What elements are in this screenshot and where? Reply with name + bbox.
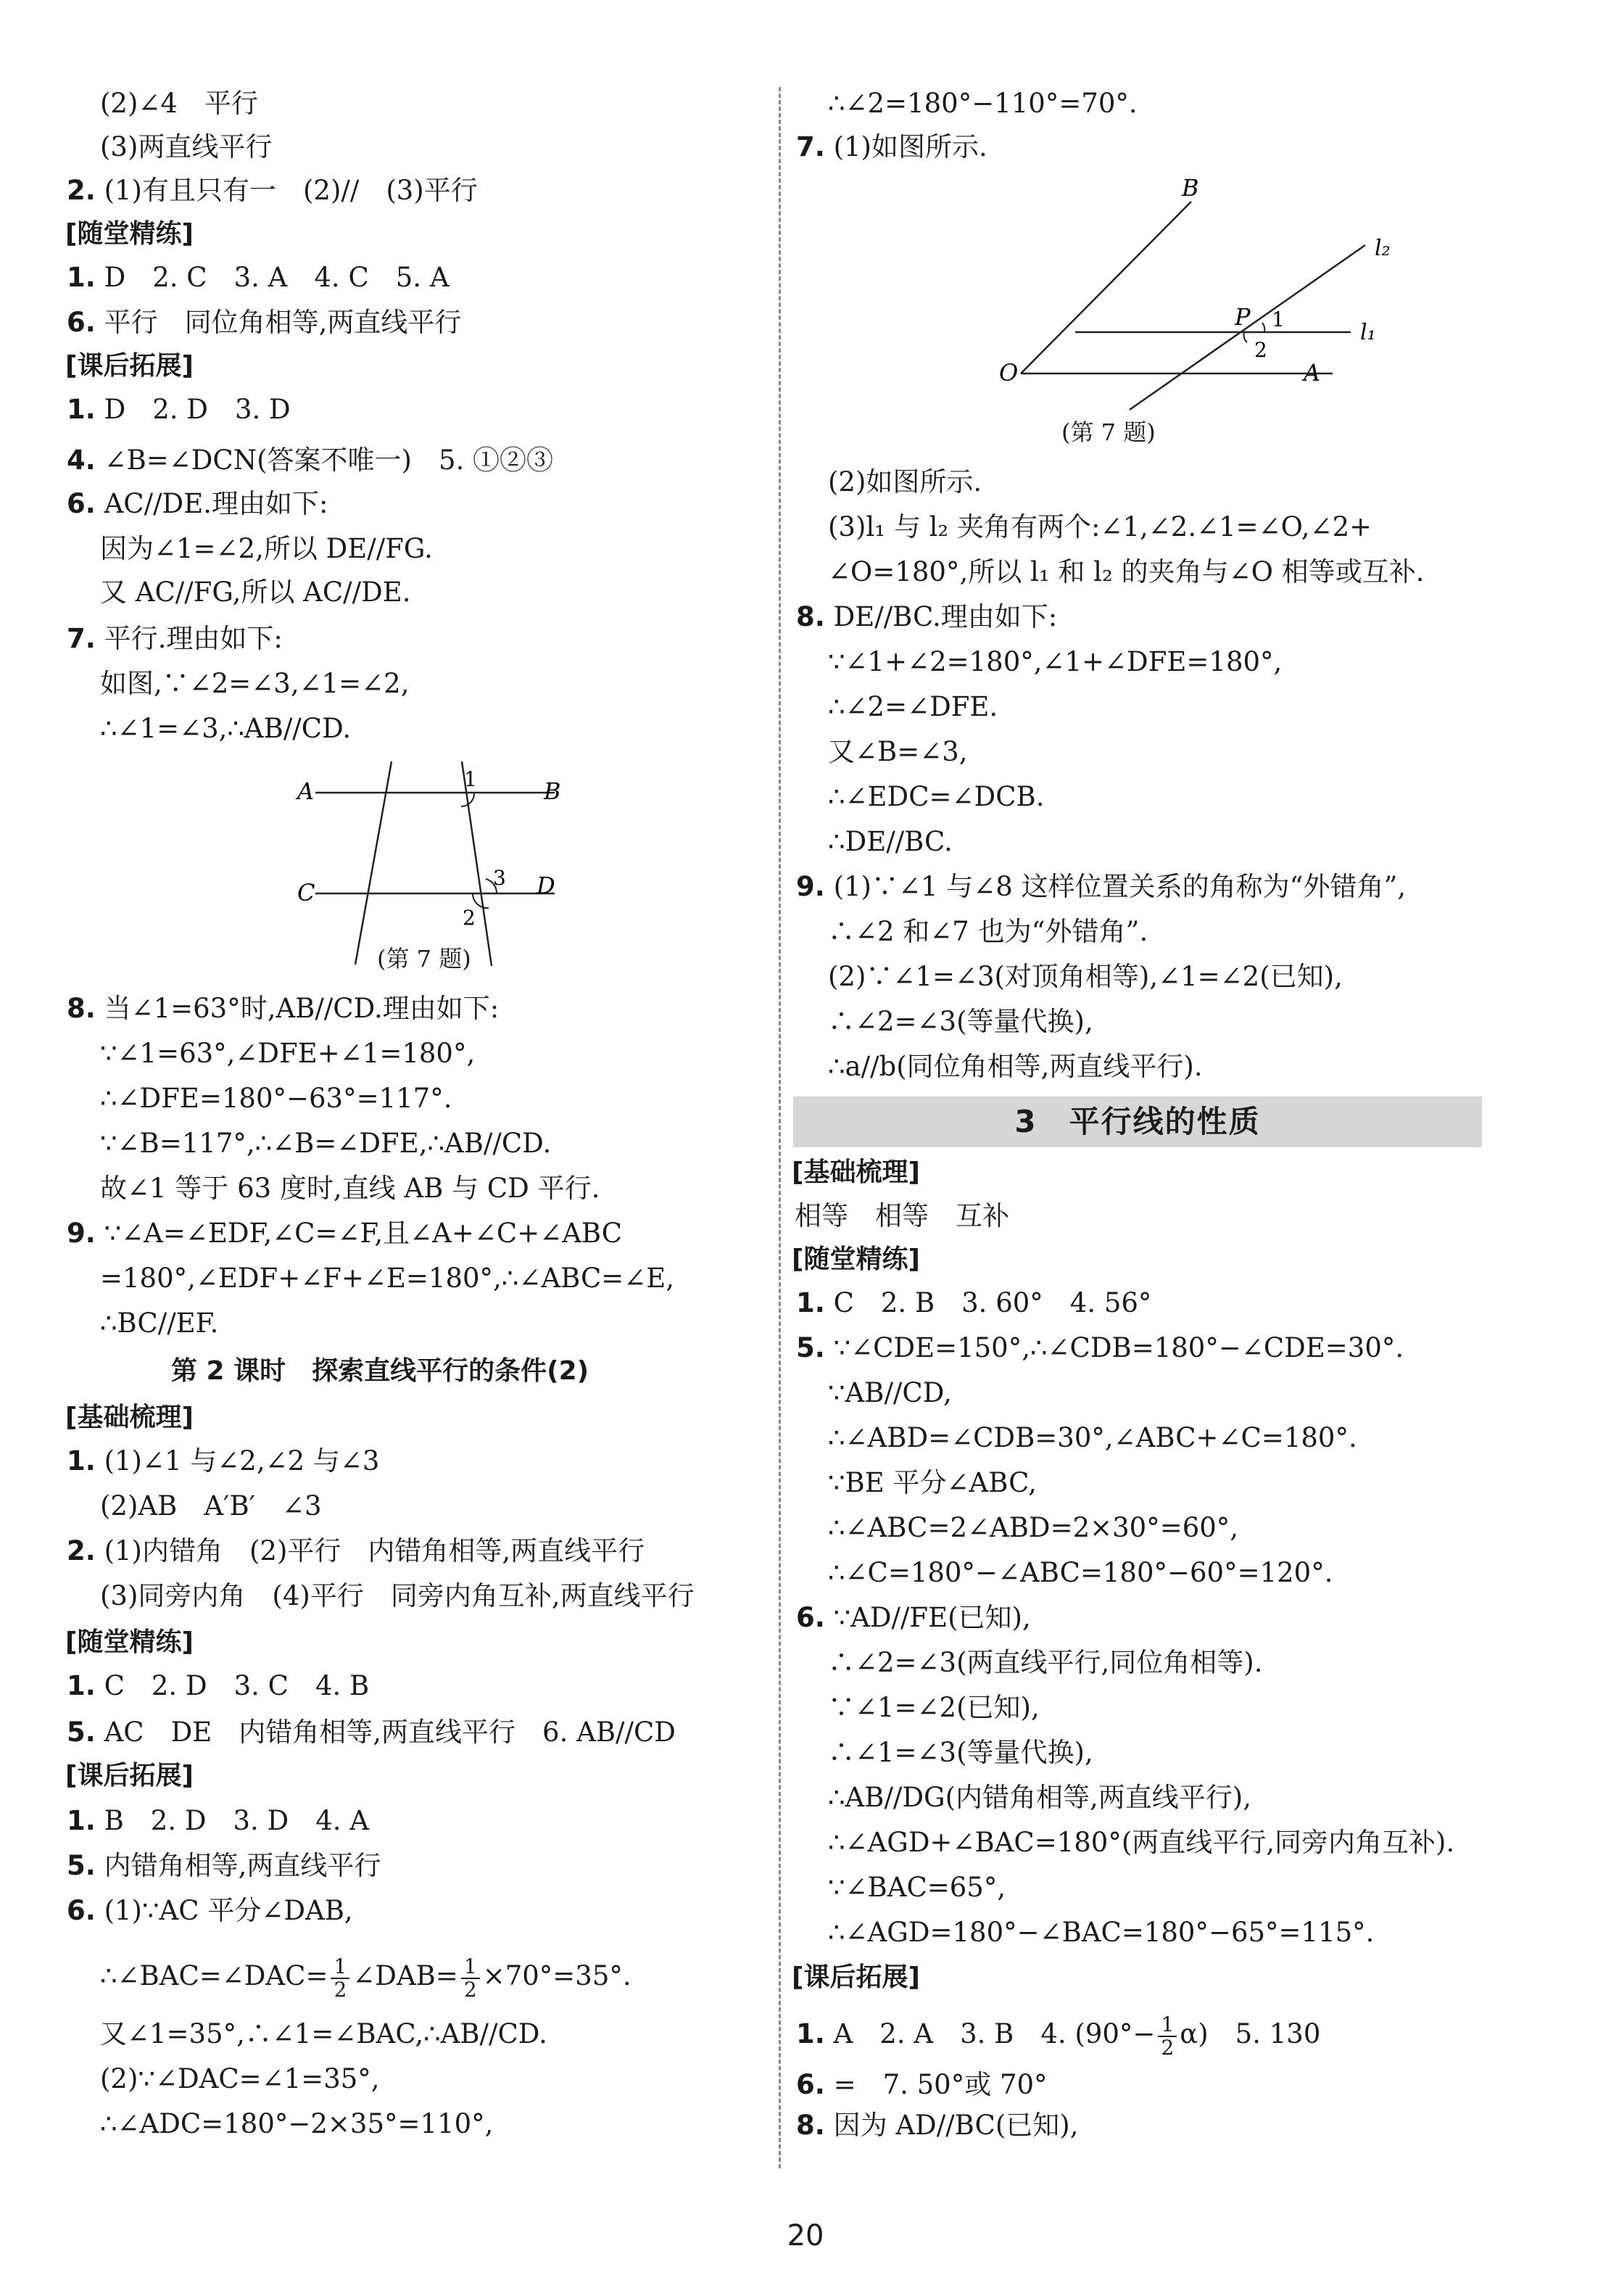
answer-text: (1)有且只有一 (2)// (3)平行 [95,175,478,206]
answer-line [67,991,499,1027]
item-number: 6. [796,2069,825,2100]
fraction-denominator: 2 [1161,2035,1175,2060]
angle-2-label: 2 [1254,338,1267,362]
answer-line [67,1533,645,1569]
label-d: D [537,872,555,899]
answer-line: ∴BC//EF. [100,1308,219,1339]
answer-line: 又∠1=35°,∴∠1=∠BAC,∴AB//CD. [100,2018,547,2049]
answer-line: 又∠B=∠3, [828,736,968,767]
answer-text: D 2. D 3. D [95,394,291,425]
item-number: 5. [796,1332,825,1363]
answer-line: ∴DE//BC. [828,826,953,857]
label-a: A [297,777,315,805]
answer-text: (1)∠1 与∠2,∠2 与∠3 [95,1445,380,1477]
answer-line [67,486,328,522]
answer-text: ∵∠A=∠EDF,∠C=∠F,且∠A+∠C+∠ABC [95,1218,623,1249]
answer-line-fraction [100,1951,631,2002]
fraction-half [461,1956,480,2001]
answer-line [796,2067,1048,2103]
label-p: P [1235,303,1251,331]
answer-line [67,1215,622,1252]
item-number: 9. [67,1218,96,1249]
answer-line: ∴∠2=∠DFE. [828,691,998,722]
fraction-denominator: 2 [334,1977,347,2002]
figure-caption: (第 7 题) [377,945,471,973]
answer-line [796,1600,1031,1636]
answer-line [796,599,1057,635]
section-label: [课后拓展] [65,1761,194,1791]
item-number: 2. [67,1535,96,1566]
answer-line: ∴AB//DG(内错角相等,两直线平行), [828,1782,1251,1813]
answer-text: B 2. D 3. D 4. A [95,1805,370,1836]
figure-parallel-lines [290,761,595,972]
item-number: 1. [796,1287,825,1318]
fraction-half [331,1956,349,2001]
answer-line: ∴a//b(同位角相等,两直线平行). [828,1051,1203,1082]
angle-1-label: 1 [464,767,477,791]
answer-text: ×70°=35°. [482,1960,631,1991]
item-number: 1. [67,394,96,425]
item-number: 1. [67,1670,96,1701]
answer-line [67,392,291,428]
answer-text: C 2. D 3. C 4. B [95,1670,370,1701]
answer-text: (1)∵AC 平分∠DAB, [95,1895,353,1926]
item-number: 5. [67,1850,96,1881]
answer-text: 当∠1=63°时,AB//CD.理由如下: [95,993,500,1024]
section-label: [随堂精练] [65,1627,194,1657]
answer-line: =180°,∠EDF+∠F+∠E=180°,∴∠ABC=∠E, [100,1263,675,1294]
answer-text: AC DE 内错角相等,两直线平行 6. AB//CD [95,1717,676,1748]
angle-2-label: 2 [463,906,476,930]
answer-line: ∵AB//CD, [828,1377,952,1408]
fraction-numerator: 1 [1158,2014,1177,2037]
item-number: 8. [67,993,96,1024]
answer-line: 又 AC//FG,所以 AC//DE. [100,577,411,608]
answer-line: ∵∠B=117°,∴∠B=∠DFE,∴AB//CD. [100,1128,552,1159]
answer-line [796,2107,1078,2144]
answer-text: (1)∵∠1 与∠8 这样位置关系的角称为“外错角”, [824,871,1407,902]
answer-line: 故∠1 等于 63 度时,直线 AB 与 CD 平行. [100,1173,600,1204]
answer-line [67,260,450,296]
item-number: 9. [796,871,825,902]
item-number: 7. [67,623,96,654]
answer-line: 相等 相等 互补 [795,1200,1009,1231]
answer-line: ∴∠2=∠3(两直线平行,同位角相等). [828,1647,1263,1678]
answer-line: ∴∠1=∠3(等量代换), [828,1737,1093,1768]
fraction-numerator: 1 [331,1956,349,1979]
answer-line: ∵∠1=∠2(已知), [828,1692,1040,1723]
fraction-denominator: 2 [463,1977,477,2002]
answer-line: (2)∵∠1=∠3(对顶角相等),∠1=∠2(已知), [828,961,1343,992]
section-label: [随堂精练] [792,1244,920,1274]
item-number: 6. [67,307,96,338]
figure-caption: (第 7 题) [1061,418,1156,446]
answer-line [796,1330,1404,1366]
answer-line: ∵∠BAC=65°, [828,1872,1006,1903]
answer-line: ∴∠ADC=180°−2×35°=110°, [100,2108,494,2139]
answer-line: (3)两直线平行 [100,131,273,162]
label-l1: l₁ [1360,320,1376,345]
label-l2: l₂ [1375,236,1391,261]
item-number: 8. [796,601,825,632]
answer-line: ∠O=180°,所以 l₁ 和 l₂ 的夹角与∠O 相等或互补. [828,556,1425,587]
answer-text: α) [1180,2018,1209,2049]
answer-line: 因为∠1=∠2,所以 DE//FG. [100,533,433,564]
answer-text: AC//DE.理由如下: [95,488,328,519]
answer-line: (2)∵∠DAC=∠1=35°, [100,2063,380,2094]
answer-line: ∴∠ABC=2∠ABD=2×30°=60°, [828,1512,1239,1543]
answer-text: D 2. C 3. A 4. C 5. A [95,262,450,293]
label-b: B [544,777,561,805]
item-number: 1. [67,262,96,293]
lesson-title: 第 2 课时 探索直线平行的条件(2) [171,1356,589,1386]
answer-line: ∴∠EDC=∠DCB. [828,781,1045,812]
section-label: [基础梳理] [792,1157,920,1187]
answer-line [796,129,987,165]
ray-ob [1021,202,1191,373]
answer-line: ∴∠1=∠3,∴AB//CD. [100,713,352,744]
answer-line: ∵∠1+∠2=180°,∠1+∠DFE=180°, [828,646,1283,677]
section-heading-bar [793,1097,1482,1147]
answer-line [67,305,461,341]
section-title: 3 平行线的性质 [1014,1104,1261,1139]
section-label: [课后拓展] [792,1962,920,1992]
answer-text: (1)内错角 (2)平行 内错角相等,两直线平行 [95,1535,645,1566]
answer-line: ∴∠AGD+∠BAC=180°(两直线平行,同旁内角互补). [828,1827,1455,1858]
answer-text: 5. 130 [1208,2018,1321,2049]
answer-line [67,173,478,209]
page-number: 20 [787,2219,824,2252]
answer-line: ∵BE 平分∠ABC, [828,1467,1037,1498]
answer-text: DE//BC.理由如下: [824,601,1058,632]
answer-text: ∠B=∠DCN(答案不唯一) 5. ①②③ [95,445,554,476]
section-label: [基础梳理] [65,1403,194,1432]
answer-line-fraction [796,2009,1320,2060]
answer-text: ∠DAB= [352,1960,458,1991]
section-label: [课后拓展] [65,351,194,381]
fraction-half [1158,2014,1177,2059]
answer-line: 如图,∵∠2=∠3,∠1=∠2, [100,668,410,699]
answer-line: ∴∠DFE=180°−63°=117°. [100,1083,452,1114]
answer-line [67,1848,381,1884]
answer-line: ∵∠1=63°,∠DFE+∠1=180°, [100,1038,476,1069]
answer-line [796,869,1406,905]
item-number: 4. [67,445,96,476]
answer-text: ∵∠CDE=150°,∴∠CDB=180°−∠CDE=30°. [824,1332,1404,1363]
answer-text: 因为 AD//BC(已知), [824,2110,1079,2141]
answer-line [67,1893,353,1929]
answer-text: 平行.理由如下: [95,623,283,654]
answer-line [796,1285,1151,1321]
answer-line: ∴∠2 和∠7 也为“外错角”. [828,916,1148,947]
label-o: O [999,359,1019,387]
figure-angle-lines [977,174,1427,413]
answer-text: = 7. 50°或 70° [824,2069,1048,2100]
item-number: 1. [67,1805,96,1836]
answer-line: ∴∠AGD=180°−∠BAC=180°−65°=115°. [828,1917,1375,1948]
answer-line [67,1443,379,1479]
answer-line [67,1668,369,1704]
fraction-numerator: 1 [461,1956,480,1979]
answer-line: (2)∠4 平行 [100,88,258,119]
item-number: 5. [67,1717,96,1748]
angle-1-label: 1 [1272,307,1285,331]
answer-text: (90°− [1074,2018,1156,2049]
angle-3-label: 3 [493,866,506,890]
answer-line [67,621,283,657]
angle-arc-2 [1243,332,1247,342]
answer-line: ∴∠2=∠3(等量代换), [828,1006,1093,1037]
item-number: 6. [67,488,96,519]
answer-line: ∴∠2=180°−110°=70°. [828,88,1138,119]
section-label: [随堂精练] [65,219,194,249]
answer-text: C 2. B 3. 60° 4. 56° [824,1287,1152,1318]
answer-text: (1)如图所示. [824,131,987,162]
answer-line [67,1803,369,1839]
answer-line: (3)同旁内角 (4)平行 同旁内角互补,两直线平行 [100,1580,695,1611]
label-c: C [297,879,315,907]
item-number: 8. [796,2110,825,2141]
answer-text: 内错角相等,两直线平行 [95,1850,381,1881]
item-number: 2. [67,175,96,206]
answer-line: (2)AB A′B′ ∠3 [100,1490,322,1521]
column-divider [779,87,781,2168]
answer-line: (3)l₁ 与 l₂ 夹角有两个:∠1,∠2.∠1=∠O,∠2+ [828,511,1372,542]
label-a: A [1304,359,1321,387]
answer-text: ∵AD//FE(已知), [824,1602,1031,1633]
answer-line [67,442,553,479]
item-number: 6. [796,1602,825,1633]
answer-line [67,1714,676,1751]
item-number: 1. [67,1445,96,1477]
item-number: 1. [796,2018,825,2049]
answer-line: ∴∠C=180°−∠ABC=180°−60°=120°. [828,1557,1333,1588]
label-b: B [1182,174,1199,202]
item-number: 6. [67,1895,96,1926]
answer-text: 平行 同位角相等,两直线平行 [95,307,462,338]
answer-line: (2)如图所示. [828,466,982,497]
answer-text: ∴∠BAC=∠DAC= [100,1960,328,1991]
answer-text: A 2. A 3. B 4. [824,2018,1067,2049]
answer-line: ∴∠ABD=∠CDB=30°,∠ABC+∠C=180°. [828,1422,1357,1453]
item-number: 7. [796,131,825,162]
angle-arc-1 [1262,323,1264,332]
